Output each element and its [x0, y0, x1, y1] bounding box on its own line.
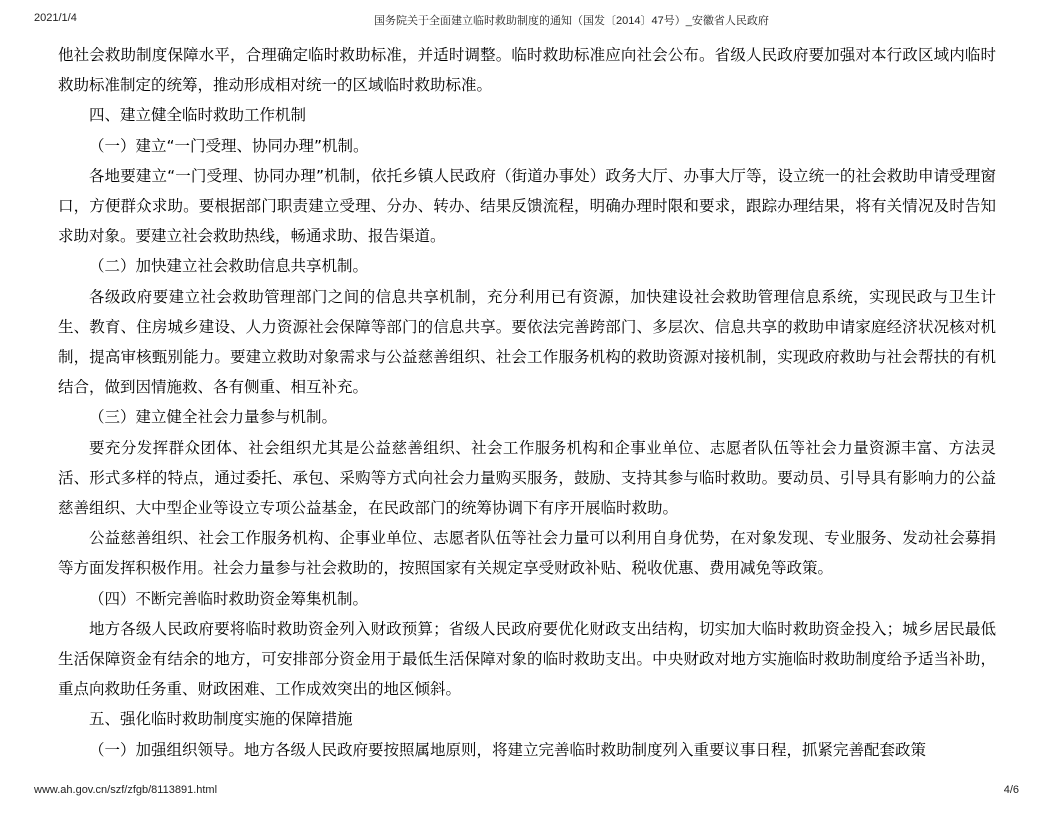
footer-page-number: 4/6	[1003, 784, 1019, 796]
paragraph: 各地要建立“一门受理、协同办理”机制，依托乡镇人民政府（街道办事处）政务大厅、办事大厅等，设立统一的社会救助申请受理窗口，方便群众求助。要根据部门职责建立受理、分办、转办、结果反馈流程，明确办理时限和要求，跟踪办理结果，将有关情况及时告知求助对象。要建立社会救助热线，畅通求助、报告渠道。	[58, 166, 996, 246]
subsection-heading: （四）不断完善临时救助资金筹集机制。	[89, 589, 369, 608]
paragraph: 要充分发挥群众团体、社会组织尤其是公益慈善组织、社会工作服务机构和企事业单位、志愿者队伍等社会力量资源丰富、方法灵活、形式多样的特点，通过委托、承包、采购等方式向社会力量购买服务，鼓励、支持其参与临时救助。要动员、引导具有影响力的公益慈善组织、大中型企业等设立专项公益基金，在民政部门的统筹协调下有序开展临时救助。	[58, 438, 996, 518]
paragraph: 各级政府要建立社会救助管理部门之间的信息共享机制，充分利用已有资源，加快建设社会救助管理信息系统，实现民政与卫生计生、教育、住房城乡建设、人力资源社会保障等部门的信息共享。要依法完善跨部门、多层次、信息共享的救助申请家庭经济状况核对机制，提高审核甄别能力。要建立救助对象需求与公益慈善组织、社会工作服务机构的救助资源对接机制，实现政府救助与社会帮扶的有机结合，做到因情施救、各有侧重、相互补充。	[58, 287, 996, 397]
header-title: 国务院关于全面建立临时救助制度的通知（国发〔2014〕47号）_安徽省人民政府	[374, 15, 769, 27]
header-date: 2021/1/4	[34, 12, 77, 24]
document-body	[58, 40, 996, 765]
subsection-heading: （一）建立“一门受理、协同办理”机制。	[89, 136, 369, 155]
section-heading: 四、建立健全临时救助工作机制	[89, 106, 307, 125]
paragraph-continuation: 他社会救助制度保障水平，合理确定临时救助标准，并适时调整。临时救助标准应向社会公布。省级人民政府要加强对本行政区域内临时救助标准制定的统筹，推动形成相对统一的区域临时救助标准。	[58, 46, 996, 95]
paragraph: 公益慈善组织、社会工作服务机构、企事业单位、志愿者队伍等社会力量可以利用自身优势，在对象发现、专业服务、发动社会募捐等方面发挥积极作用。社会力量参与社会救助的，按照国家有关规定享受财政补贴、税收优惠、费用减免等政策。	[58, 529, 996, 578]
footer-url: www.ah.gov.cn/szf/zfgb/8113891.html	[34, 784, 218, 796]
subsection-heading: （三）建立健全社会力量参与机制。	[89, 408, 338, 427]
subsection-heading: （二）加快建立社会救助信息共享机制。	[89, 257, 369, 276]
paragraph: 地方各级人民政府要将临时救助资金列入财政预算；省级人民政府要优化财政支出结构，切实加大临时救助资金投入；城乡居民最低生活保障资金有结余的地方，可安排部分资金用于最低生活保障对象的临时救助支出。中央财政对地方实施临时救助制度给予适当补助，重点向救助任务重、财政困难、工作成效突出的地区倾斜。	[58, 619, 996, 699]
section-heading: 五、强化临时救助制度实施的保障措施	[89, 710, 353, 729]
paragraph: （一）加强组织领导。地方各级人民政府要按照属地原则，将建立完善临时救助制度列入重要议事日程，抓紧完善配套政策	[89, 740, 927, 759]
